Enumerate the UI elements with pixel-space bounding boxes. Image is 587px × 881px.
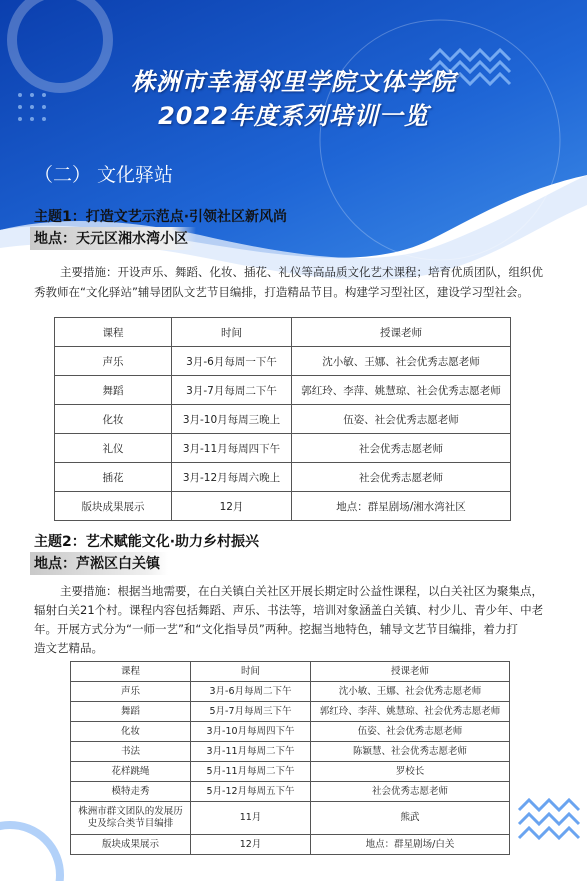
time-cell: 11月 xyxy=(191,802,311,835)
course-cell: 插花 xyxy=(55,463,172,492)
time-cell: 3月-6月每周二下午 xyxy=(191,682,311,702)
table-row xyxy=(55,405,511,434)
teacher-cell: 陈颖慧、社会优秀志愿老师 xyxy=(311,742,510,762)
time-cell: 5月-12月每周五下午 xyxy=(191,782,311,802)
theme1-measures-line1: 主要措施：开设声乐、舞蹈、化妆、插花、礼仪等高品质文化艺术课程；培育优质团队，组织优 xyxy=(60,265,543,279)
time-cell: 3月-6月每周一下午 xyxy=(172,347,292,376)
theme2-measures-line4: 造文艺精品。 xyxy=(34,641,103,655)
theme2-measures-line1: 主要措施：根据当地需要，在白关镇白关社区开展长期定时公益性课程，以白关社区为聚集点， xyxy=(60,584,543,598)
course-cell: 声乐 xyxy=(55,347,172,376)
teacher-cell: 罗校长 xyxy=(311,762,510,782)
course-cell: 化妆 xyxy=(71,722,191,742)
page-title-line1: 株洲市幸福邻里学院文体学院 xyxy=(131,68,456,96)
table-row xyxy=(71,835,510,855)
teacher-cell: 地点：群星剧场/白关 xyxy=(311,835,510,855)
teacher-cell: 伍姿、社会优秀志愿老师 xyxy=(311,722,510,742)
theme1-location: 地点：天元区湘水湾小区 xyxy=(30,227,196,250)
teacher-cell: 地点：群星剧场/湘水湾社区 xyxy=(292,492,511,521)
header-background xyxy=(0,0,587,300)
header-teacher: 授课老师 xyxy=(292,318,511,347)
header-teacher: 授课老师 xyxy=(311,662,510,682)
time-cell: 3月-11月每周四下午 xyxy=(172,434,292,463)
theme2-location: 地点：芦淞区白关镇 xyxy=(30,552,168,575)
time-cell: 5月-11月每周二下午 xyxy=(191,762,311,782)
teacher-cell: 郭红玲、李萍、姚慧琼、社会优秀志愿老师 xyxy=(292,376,511,405)
teacher-cell: 熊武 xyxy=(311,802,510,835)
table-row xyxy=(71,782,510,802)
theme2-measures-line3: 年。开展方式分为“一师一艺”和“文化指导员”两种。挖掘当地特色，辅导文艺节目编排，着力打 xyxy=(34,622,518,636)
time-cell: 3月-10月每周四下午 xyxy=(191,722,311,742)
page-title-line2: 2022年度系列培训一览 xyxy=(158,102,429,130)
zigzag-decoration xyxy=(515,790,587,860)
table-row xyxy=(55,492,511,521)
table-row xyxy=(71,702,510,722)
table-row xyxy=(71,762,510,782)
course-cell: 版块成果展示 xyxy=(55,492,172,521)
header-course: 课程 xyxy=(71,662,191,682)
time-cell: 12月 xyxy=(191,835,311,855)
table-row xyxy=(55,376,511,405)
theme2-measures-line2: 辐射白关21个村。课程内容包括舞蹈、声乐、书法等，培训对象涵盖白关镇、村少儿、青少年、中老 xyxy=(34,603,544,617)
course-cell: 书法 xyxy=(71,742,191,762)
teacher-cell: 社会优秀志愿老师 xyxy=(292,434,511,463)
course-cell: 花样跳绳 xyxy=(71,762,191,782)
course-cell: 模特走秀 xyxy=(71,782,191,802)
time-cell: 3月-11月每周二下午 xyxy=(191,742,311,762)
course-cell: 版块成果展示 xyxy=(71,835,191,855)
course-cell: 化妆 xyxy=(55,405,172,434)
table-row xyxy=(71,682,510,702)
teacher-cell: 郭红玲、李萍、姚慧琼、社会优秀志愿老师 xyxy=(311,702,510,722)
theme1-title: 主题1：打造文艺示范点·引领社区新风尚 xyxy=(34,209,288,225)
table-row xyxy=(71,742,510,762)
teacher-cell: 社会优秀志愿老师 xyxy=(311,782,510,802)
time-cell: 12月 xyxy=(172,492,292,521)
table-row xyxy=(71,802,510,835)
theme1-schedule-table xyxy=(54,317,511,521)
course-cell: 声乐 xyxy=(71,682,191,702)
teacher-cell: 沈小敏、王娜、社会优秀志愿老师 xyxy=(292,347,511,376)
course-cell: 舞蹈 xyxy=(71,702,191,722)
section-heading: （二） 文化驿站 xyxy=(34,164,174,186)
teacher-cell: 社会优秀志愿老师 xyxy=(292,463,511,492)
theme2-title: 主题2：艺术赋能文化·助力乡村振兴 xyxy=(34,534,260,550)
header-wave-graphic xyxy=(0,0,587,300)
table-header-row xyxy=(71,662,510,682)
teacher-cell: 伍姿、社会优秀志愿老师 xyxy=(292,405,511,434)
theme1-measures-line2: 秀教师在“文化驿站”辅导团队文艺节目编排，打造精品节目。构建学习型社区，建设学习型社会。 xyxy=(34,285,529,299)
theme2-schedule-table xyxy=(70,661,510,855)
teacher-cell: 沈小敏、王娜、社会优秀志愿老师 xyxy=(311,682,510,702)
circle-decoration xyxy=(0,805,70,881)
course-cell: 礼仪 xyxy=(55,434,172,463)
course-cell: 株洲市群文团队的发展历史及综合类节目编排 xyxy=(71,802,191,835)
time-cell: 3月-10月每周三晚上 xyxy=(172,405,292,434)
table-row xyxy=(55,463,511,492)
course-cell: 舞蹈 xyxy=(55,376,172,405)
time-cell: 5月-7月每周三下午 xyxy=(191,702,311,722)
table-row xyxy=(55,347,511,376)
time-cell: 3月-12月每周六晚上 xyxy=(172,463,292,492)
header-time: 时间 xyxy=(191,662,311,682)
table-row xyxy=(71,722,510,742)
time-cell: 3月-7月每周二下午 xyxy=(172,376,292,405)
table-row xyxy=(55,434,511,463)
header-course: 课程 xyxy=(55,318,172,347)
header-time: 时间 xyxy=(172,318,292,347)
table-header-row xyxy=(55,318,511,347)
